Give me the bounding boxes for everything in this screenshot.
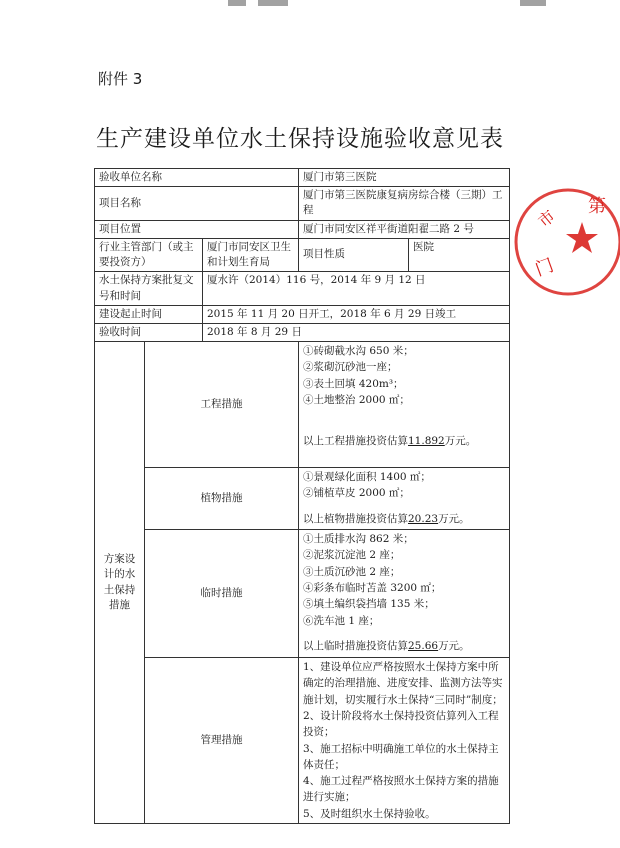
temporary-item: ①土质排水沟 862 米； (303, 533, 414, 546)
temporary-item: ③土质沉砂池 2 座； (303, 565, 401, 578)
acceptance-unit-value: 厦门市第三医院 (299, 169, 510, 187)
plan-section-label: 方案设计的水土保持措施 (95, 342, 145, 824)
row-management-measures (95, 658, 510, 824)
temporary-measures-cell (299, 530, 510, 658)
attachment-label: 附件 3 (98, 70, 143, 88)
temporary-item: ②泥浆沉淀池 2 座； (303, 549, 401, 562)
page-title: 生产建设单位水土保持设施验收意见表 (96, 126, 504, 152)
period-label: 建设起止时间 (95, 305, 203, 323)
period-value: 2015 年 11 月 20 日开工，2018 年 6 月 29 日竣工 (203, 305, 510, 323)
engineering-measures-cell (299, 342, 510, 468)
row-engineering-measures (95, 342, 510, 468)
acceptance-form-table (94, 168, 510, 824)
temporary-total: 以上临时措施投资估算25.66万元。 (303, 639, 470, 652)
authority-value: 厦门市同安区卫生和计划生育局 (203, 238, 299, 271)
project-location-label: 项目位置 (95, 220, 299, 238)
official-seal-stamp (500, 180, 620, 300)
engineering-item: ③表土回填 420m³； (303, 377, 404, 390)
management-item: 2、设计阶段将水土保持投资估算列入工程投资； (303, 709, 499, 739)
management-measures-label: 管理措施 (145, 658, 299, 824)
row-acceptance-unit (95, 169, 510, 187)
acceptance-time-label: 验收时间 (95, 323, 203, 341)
management-item: 5、及时组织水土保持验收。 (303, 807, 436, 820)
approval-value: 厦水许（2014）116 号，2014 年 9 月 12 日 (203, 272, 510, 305)
row-project-name (95, 187, 510, 220)
management-measures-cell (299, 658, 510, 824)
row-approval (95, 272, 510, 305)
engineering-item: ④土地整治 2000 ㎡； (303, 393, 410, 406)
temporary-item: ④彩条布临时苫盖 3200 ㎡； (303, 581, 442, 594)
vegetation-item: ②铺植草皮 2000 ㎡； (303, 487, 410, 500)
acceptance-unit-label: 验收单位名称 (95, 169, 299, 187)
row-project-location (95, 220, 510, 238)
temporary-item: ⑤填土编织袋挡墙 135 米； (303, 598, 435, 611)
acceptance-time-value: 2018 年 8 月 29 日 (203, 323, 510, 341)
nature-label: 项目性质 (299, 238, 409, 271)
seal-char: 门 (532, 254, 557, 281)
vegetation-item: ①景观绿化面积 1400 ㎡； (303, 471, 431, 484)
row-vegetation-measures (95, 468, 510, 530)
project-location-value: 厦门市同安区祥平街道阳翟二路 2 号 (299, 220, 510, 238)
seal-char: 第 (588, 196, 606, 217)
vegetation-total: 以上植物措施投资估算20.23万元。 (303, 512, 470, 525)
management-item: 1、建设单位应严格按照水土保持方案中所确定的治理措施、进度安排、监测方法等实施计划，切实履行水土保持“三同时”制度； (303, 661, 503, 706)
engineering-item: ①砖砌截水沟 650 米； (303, 345, 414, 358)
management-item: 3、施工招标中明确施工单位的水土保持主体责任； (303, 742, 499, 771)
nature-value: 医院 (409, 238, 510, 271)
engineering-item: ②浆砌沉砂池一座； (303, 361, 398, 374)
vegetation-total-amount: 20.23 (408, 512, 439, 525)
scan-top-marks (0, 0, 600, 16)
engineering-total: 以上工程措施投资估算11.892万元。 (303, 435, 477, 448)
engineering-total-amount: 11.892 (408, 435, 445, 448)
vegetation-measures-cell (299, 468, 510, 530)
vegetation-measures-label: 植物措施 (145, 468, 299, 530)
seal-star-icon (566, 222, 598, 253)
row-temporary-measures (95, 530, 510, 658)
project-name-label: 项目名称 (95, 187, 299, 220)
management-item: 4、施工过程严格按照水土保持方案的措施进行实施； (303, 775, 499, 804)
temporary-measures-label: 临时措施 (145, 530, 299, 658)
authority-label: 行业主管部门（或主要投资方） (95, 238, 203, 271)
seal-char: 市 (534, 206, 559, 232)
engineering-measures-label: 工程措施 (145, 342, 299, 468)
project-name-value: 厦门市第三医院康复病房综合楼（三期）工程 (299, 187, 510, 220)
approval-label: 水土保持方案批复文号和时间 (95, 272, 203, 305)
row-authority (95, 238, 510, 271)
row-period (95, 305, 510, 323)
row-acceptance-time (95, 323, 510, 341)
temporary-total-amount: 25.66 (408, 639, 439, 652)
temporary-item: ⑥洗车池 1 座； (303, 614, 380, 627)
